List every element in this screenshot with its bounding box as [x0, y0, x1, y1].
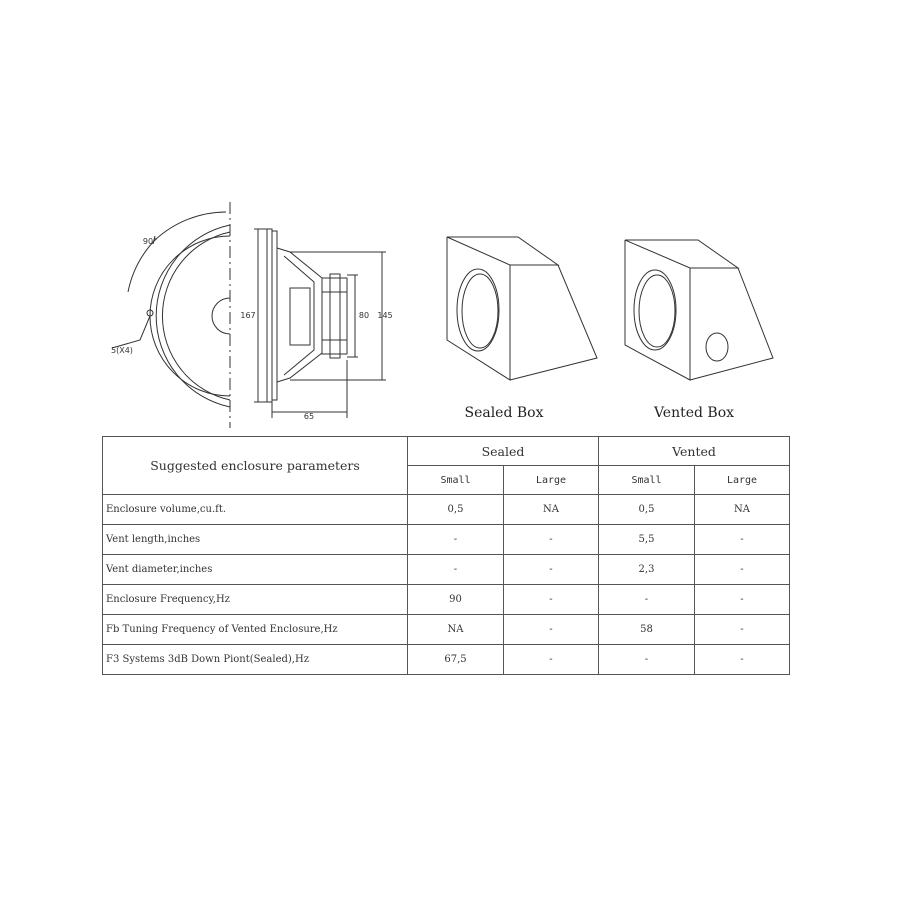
- vented-box-drawing: [625, 240, 773, 380]
- group-sealed: Sealed: [408, 437, 599, 466]
- cell-value: 58: [599, 615, 695, 645]
- speaker-side-view: [254, 229, 386, 418]
- table-row: [103, 525, 790, 555]
- cell-value: -: [695, 525, 790, 555]
- row-label: Fb Tuning Frequency of Vented Enclosure,Hz: [103, 615, 408, 645]
- table-row: [103, 495, 790, 525]
- technical-drawing: [0, 0, 900, 430]
- cell-value: -: [408, 525, 504, 555]
- depth-label: 65: [303, 412, 315, 421]
- cell-value: 67,5: [408, 645, 504, 675]
- cell-value: NA: [504, 495, 599, 525]
- cell-value: -: [599, 585, 695, 615]
- row-label: Enclosure Frequency,Hz: [103, 585, 408, 615]
- table-row: [103, 615, 790, 645]
- cell-value: 2,3: [599, 555, 695, 585]
- cell-value: -: [695, 645, 790, 675]
- angle-label: 90°: [142, 237, 158, 246]
- subheader-sealed-small: Small: [408, 466, 504, 495]
- outer-diameter-label: 167: [240, 311, 256, 320]
- subheader-sealed-large: Large: [504, 466, 599, 495]
- subheader-vented-small: Small: [599, 466, 695, 495]
- row-label: Vent length,inches: [103, 525, 408, 555]
- sealed-box-caption: Sealed Box: [464, 405, 544, 421]
- table-row: [103, 555, 790, 585]
- speaker-front-view: [112, 202, 230, 428]
- row-label: Vent diameter,inches: [103, 555, 408, 585]
- frame-diameter-label: 145: [377, 311, 393, 320]
- cell-value: NA: [695, 495, 790, 525]
- cell-value: -: [504, 645, 599, 675]
- enclosure-parameters-table: [102, 436, 790, 675]
- cell-value: 0,5: [408, 495, 504, 525]
- row-label: Enclosure volume,cu.ft.: [103, 495, 408, 525]
- cell-value: -: [504, 585, 599, 615]
- mounting-hole-label: 5(X4): [111, 346, 133, 355]
- row-label: F3 Systems 3dB Down Piont(Sealed),Hz: [103, 645, 408, 675]
- cell-value: -: [504, 615, 599, 645]
- vented-box-caption: Vented Box: [653, 405, 735, 421]
- sealed-box-drawing: [447, 237, 597, 380]
- group-vented: Vented: [599, 437, 790, 466]
- subheader-vented-large: Large: [695, 466, 790, 495]
- cell-value: 5,5: [599, 525, 695, 555]
- magnet-diameter-label: 80: [358, 311, 370, 320]
- cell-value: NA: [408, 615, 504, 645]
- table-title: Suggested enclosure parameters: [103, 437, 408, 495]
- cell-value: -: [695, 615, 790, 645]
- cell-value: -: [695, 555, 790, 585]
- cell-value: 0,5: [599, 495, 695, 525]
- table-row: [103, 645, 790, 675]
- cell-value: -: [695, 585, 790, 615]
- cell-value: -: [504, 555, 599, 585]
- table-row: [103, 585, 790, 615]
- cell-value: 90: [408, 585, 504, 615]
- cell-value: -: [599, 645, 695, 675]
- cell-value: -: [408, 555, 504, 585]
- cell-value: -: [504, 525, 599, 555]
